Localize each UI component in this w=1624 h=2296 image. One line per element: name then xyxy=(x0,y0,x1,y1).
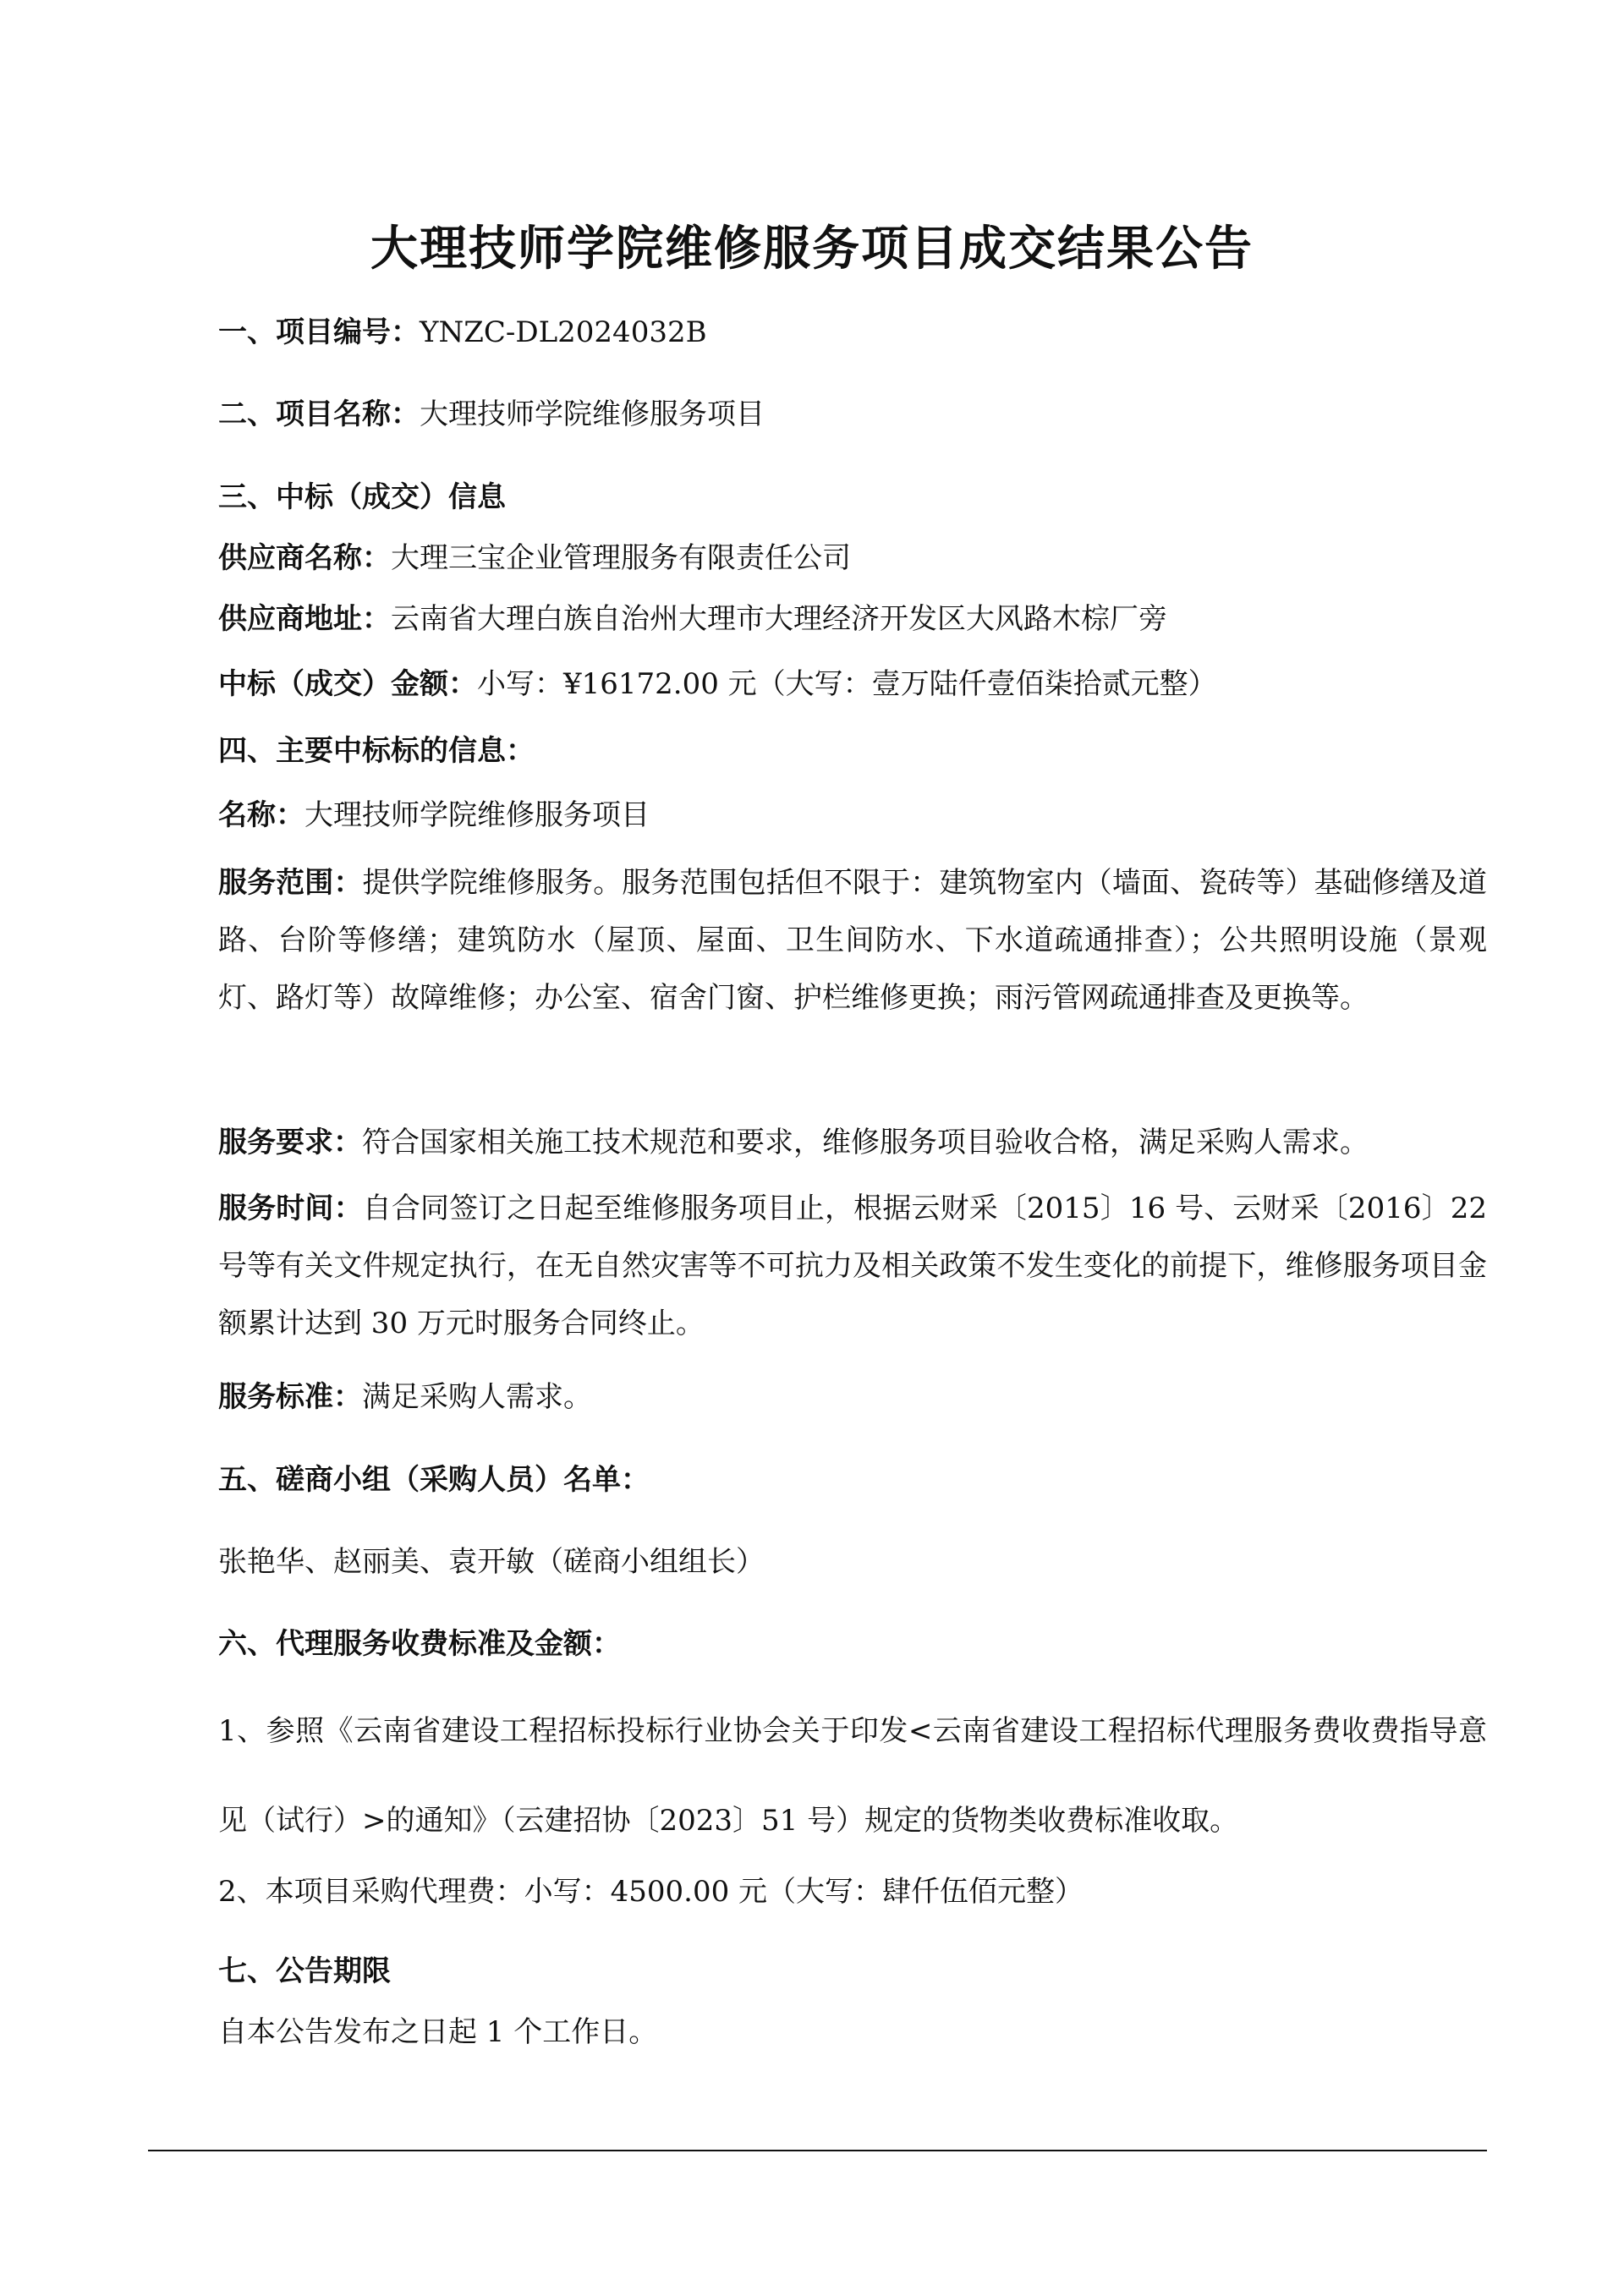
service-requirement-paragraph xyxy=(218,1114,1487,1171)
supplier-address-label: 供应商地址： xyxy=(218,602,391,636)
subject-name-label: 名称： xyxy=(218,798,304,832)
project-name-line xyxy=(218,396,765,433)
section5-heading: 五、磋商小组（采购人员）名单： xyxy=(218,1463,650,1497)
supplier-address-line xyxy=(218,600,1167,638)
panel-members: 张艳华、赵丽美、袁开敏（磋商小组组长） xyxy=(218,1545,765,1579)
service-requirement-value: 符合国家相关施工技术规范和要求，维修服务项目验收合格，满足采购人需求。 xyxy=(362,1126,1369,1159)
service-scope-paragraph xyxy=(218,854,1487,1027)
page-title: 大理技师学院维修服务项目成交结果公告 xyxy=(370,221,1254,277)
award-amount-label: 中标（成交）金额： xyxy=(218,667,477,701)
announcement-period-text: 自本公告发布之日起 1 个工作日。 xyxy=(218,2015,658,2049)
agency-fee-item: 2、本项目采购代理费：小写：4500.00 元（大写：肆仟伍佰元整） xyxy=(218,1875,1084,1909)
project-name-value: 大理技师学院维修服务项目 xyxy=(420,397,765,431)
section4-heading: 四、主要中标标的信息： xyxy=(218,734,535,768)
award-amount-value: 小写：¥16172.00 元（大写：壹万陆仟壹佰柒拾贰元整） xyxy=(477,667,1217,701)
supplier-address-value: 云南省大理白族自治州大理市大理经济开发区大风路木棕厂旁 xyxy=(391,602,1167,636)
service-standard-line xyxy=(218,1378,592,1416)
award-amount-line xyxy=(218,666,1217,703)
subject-name-line xyxy=(218,797,650,834)
project-number-value: YNZC-DL2024032B xyxy=(420,315,707,349)
service-scope-label: 服务范围： xyxy=(218,866,363,900)
supplier-name-value: 大理三宝企业管理服务有限责任公司 xyxy=(391,541,851,575)
subject-name-value: 大理技师学院维修服务项目 xyxy=(304,798,650,832)
service-standard-label: 服务标准： xyxy=(218,1380,362,1414)
service-requirement-label: 服务要求： xyxy=(218,1126,362,1159)
section6-heading: 六、代理服务收费标准及金额： xyxy=(218,1627,621,1661)
project-number-label: 一、项目编号： xyxy=(218,315,420,349)
project-name-label: 二、项目名称： xyxy=(218,397,420,431)
service-standard-value: 满足采购人需求。 xyxy=(362,1380,592,1414)
fee-standard-item: 1、参照《云南省建设工程招标投标行业协会关于印发<云南省建设工程招标代理服务费收费指导意见（试行）>的通知》（云建招协〔2023〕51 号）规定的货物类收费标准收取。 xyxy=(218,1714,1487,1838)
project-number-line xyxy=(218,314,707,351)
service-time-value: 自合同签订之日起至维修服务项目止，根据云财采〔2015〕16 号、云财采〔2016〕22 号等有关文件规定执行，在无自然灾害等不可抗力及相关政策不发生变化的前提下，维修服务项目金额累计达到 30 万元时服务合同终止。 xyxy=(218,1192,1488,1340)
supplier-name-line xyxy=(218,540,851,577)
service-time-paragraph xyxy=(218,1180,1487,1352)
footer-divider xyxy=(148,2150,1487,2151)
service-scope-value: 提供学院维修服务。服务范围包括但不限于：建筑物室内（墙面、瓷砖等）基础修缮及道路、台阶等修缮；建筑防水（屋顶、屋面、卫生间防水、下水道疏通排查）；公共照明设施（景观灯、路灯等）故障维修；办公室、宿舍门窗、护栏维修更换；雨污管网疏通排查及更换等。 xyxy=(218,866,1488,1015)
service-time-label: 服务时间： xyxy=(218,1192,363,1225)
supplier-name-label: 供应商名称： xyxy=(218,541,391,575)
section3-heading: 三、中标（成交）信息 xyxy=(218,480,506,514)
section7-heading: 七、公告期限 xyxy=(218,1954,391,1988)
